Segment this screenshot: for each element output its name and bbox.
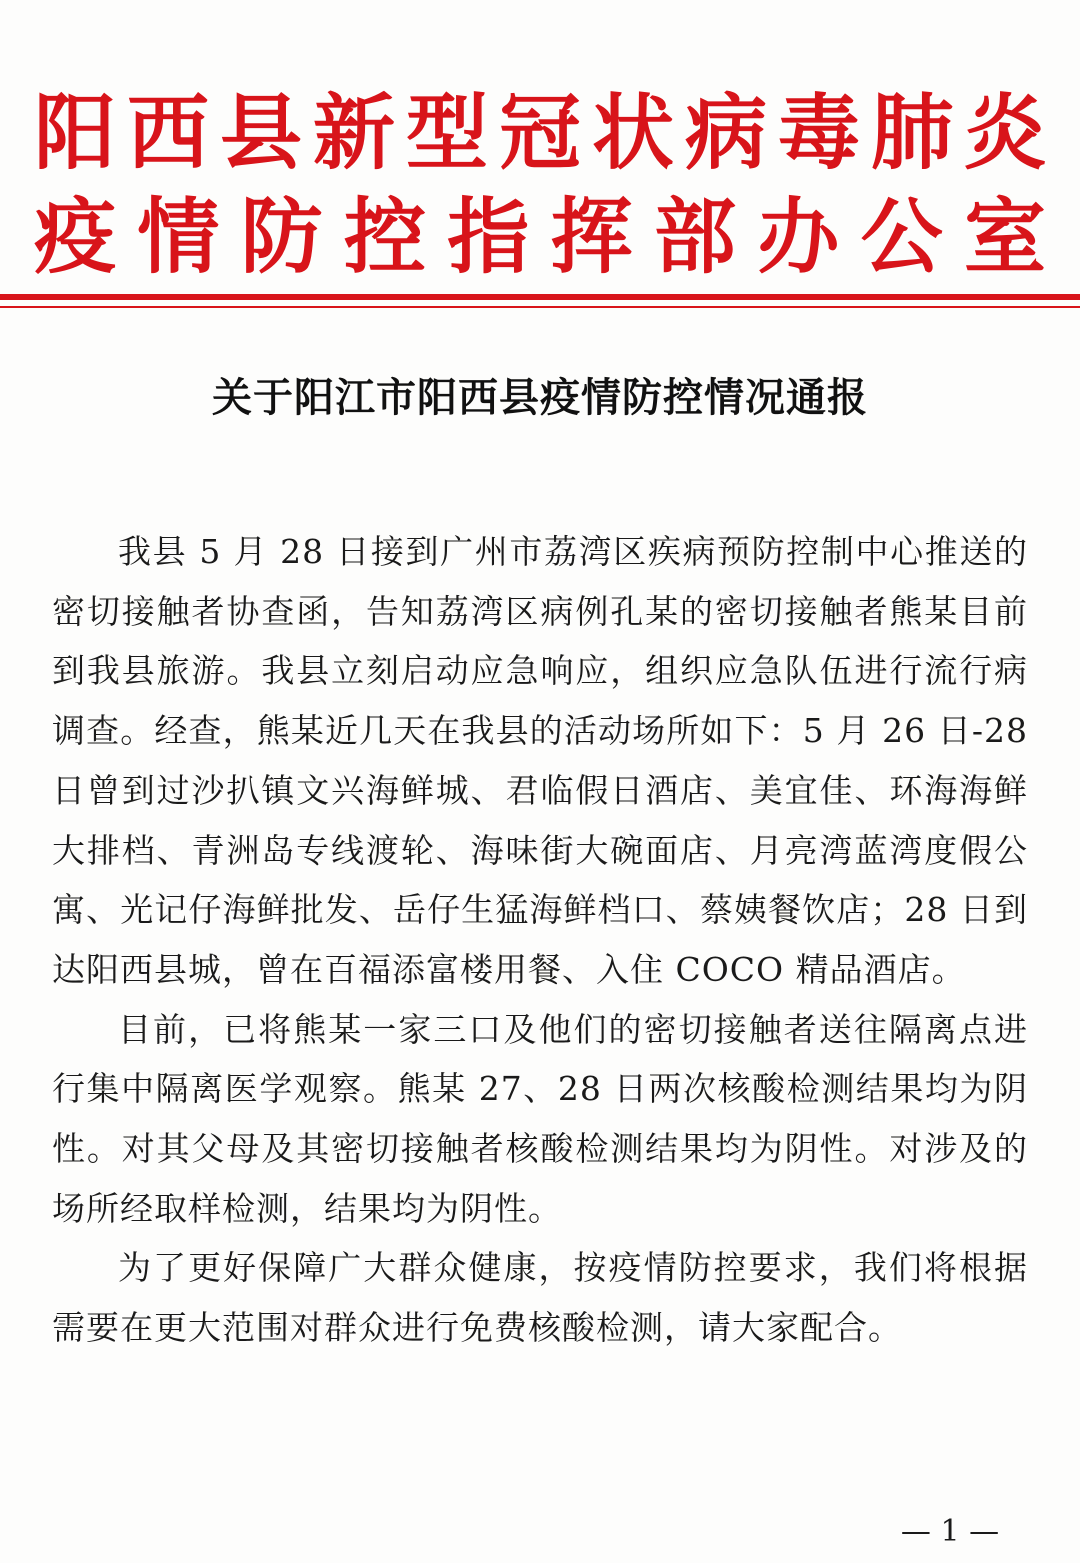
red-header-rule-thin [0, 306, 1080, 308]
page-number: — 1 — [900, 1514, 1000, 1549]
document-title: 关于阳江市阳西县疫情防控情况通报 [212, 375, 868, 421]
issuing-office-title-line-2: 疫情防控指挥部办公室 [34, 190, 1046, 285]
body-paragraph-2: 目前，已将熊某一家三口及他们的密切接触者送往隔离点进行集中隔离医学观察。熊某 27、28 日两次核酸检测结果均为阴性。对其父母及其密切接触者核酸检测结果均为阴性。对涉及的场所经取样检测，结果均为阴性。 [52, 1009, 1028, 1228]
red-header-rule-thick [0, 294, 1080, 300]
document-body [52, 522, 1028, 1358]
body-paragraph-1: 我县 5 月 28 日接到广州市荔湾区疾病预防控制中心推送的密切接触者协查函，告知荔湾区病例孔某的密切接触者熊某目前到我县旅游。我县立刻启动应急响应，组织应急队伍进行流行病调查。经查，熊某近几天在我县的活动场所如下：5 月 26 日-28 日曾到过沙扒镇文兴海鲜城、君临假日酒店、美宜佳、环海海鲜大排档、青洲岛专线渡轮、海味街大碗面店、月亮湾蓝湾度假公寓、光记仔海鲜批发、岳仔生猛海鲜档口、蔡姨餐饮店；28 日到达阳西县城，曾在百福添富楼用餐、入住 COCO 精品酒店。 [52, 532, 1028, 989]
body-paragraph-3: 为了更好保障广大群众健康，按疫情防控要求，我们将根据需要在更大范围对群众进行免费核酸检测，请大家配合。 [52, 1248, 1028, 1348]
issuing-office-title-line-1: 阳西县新型冠状病毒肺炎 [34, 86, 1046, 181]
